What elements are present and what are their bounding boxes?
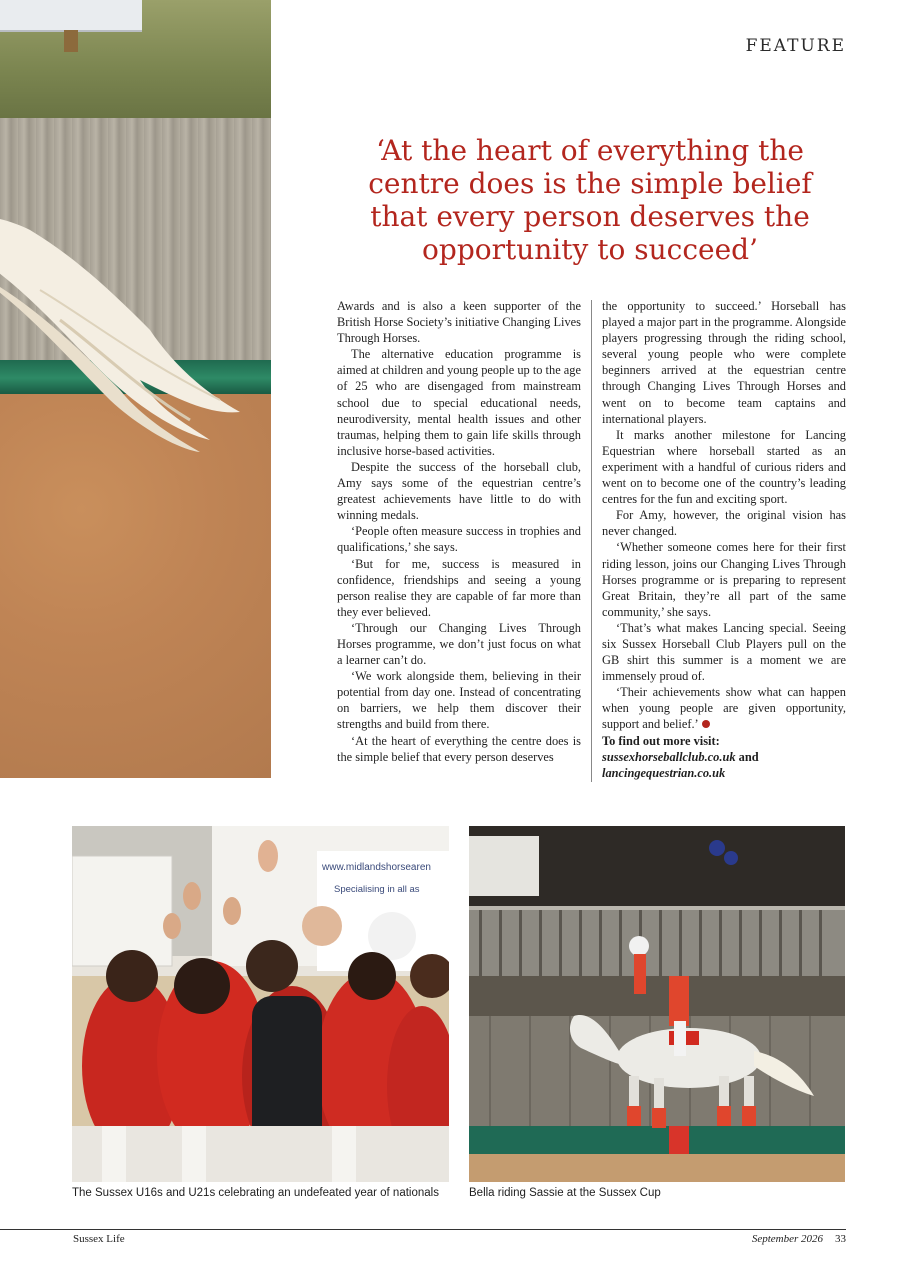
- team-celebration-photo: [72, 826, 449, 1182]
- footer-rule: [0, 1229, 846, 1230]
- visit-links-2: [602, 765, 846, 781]
- footer-publication: Sussex Life: [73, 1233, 125, 1245]
- photo-sign-post: [64, 30, 78, 52]
- article-paragraph: For Amy, however, the original vision has never changed.: [602, 508, 846, 539]
- photo-sign-board: [0, 0, 142, 32]
- article-paragraph: Despite the success of the horseball club, Amy says some of the equestrian centre’s greatest achievements have little to do with winning medals.: [337, 459, 581, 523]
- team-celebration-illustration: [72, 826, 449, 1182]
- article-paragraph: ‘We work alongside them, believing in their potential from day one. Instead of concentrating on barriers, we help them discover their strengths and build from there.: [337, 669, 581, 732]
- photo-sign-text-2: Specialising in all as: [334, 884, 420, 895]
- article-paragraph: the opportunity to succeed.’ Horseball has played a major part in the programme. Alongside players progressing through the riding school, several young people who were complete beginners arrived at the equestrian centre through Changing Lives Through Horses and went on to become team captains and international players.: [602, 299, 846, 426]
- page-number: 33: [835, 1233, 846, 1245]
- closing-quote-text: ‘Their achievements show what can happen when young people are given opportunity, support and belief.’: [602, 685, 846, 732]
- article-paragraph: It marks another milestone for Lancing Equestrian where horseball started as an experiment with a handful of curious riders and went on to become one of the country’s leading centres for the fun and exciting sport.: [602, 427, 846, 507]
- footer-meta: [600, 1233, 846, 1245]
- footer-date: September 2026: [751, 1233, 823, 1245]
- section-label: FEATURE: [745, 36, 846, 56]
- link-conjunction: and: [735, 749, 759, 764]
- article-column-left: [337, 298, 581, 765]
- article-paragraph: ‘Whether someone comes here for their first riding lesson, joins our Changing Lives Through Horses programme or is preparing to represent Great Britain, they’re all part of the same community,’ she says.: [602, 540, 846, 619]
- caption-left: The Sussex U16s and U21s celebrating an undefeated year of nationals: [72, 1187, 439, 1199]
- article-paragraph: [602, 684, 846, 732]
- visit-links: [602, 749, 846, 765]
- white-horse-tail: [0, 200, 260, 460]
- article-paragraph: ‘But for me, success is measured in confidence, friendships and seeing a young person realise they are capable of far more than they ever believed.: [337, 556, 581, 619]
- article-paragraph: ‘Through our Changing Lives Through Horses programme, we don’t just focus on what a learner can’t do.: [337, 620, 581, 668]
- article-paragraph: ‘That’s what makes Lancing special. Seeing six Sussex Horseball Club Players pull on the GB shirt this summer is a moment we are immensely proud of.: [602, 620, 846, 684]
- article-paragraph: ‘People often measure success in trophies and qualifications,’ she says.: [337, 524, 581, 555]
- pull-quote: ‘At the heart of everything the centre does is the simple belief that every person deserves the opportunity to succeed’: [368, 134, 812, 266]
- article-paragraph: The alternative education programme is aimed at children and young people up to the age of 25 who are disengaged from mainstream school due to special educational needs, neurodiversity, mental health issues and other traumas, helping them to gain life skills through inclusive horse-based activities.: [337, 347, 581, 458]
- article-paragraph: ‘At the heart of everything the centre does is the simple belief that every person deserves: [337, 733, 581, 764]
- rider-photo: [469, 826, 845, 1182]
- visit-line: To find out more visit:: [602, 733, 720, 748]
- horse-tail-photo: [0, 0, 271, 778]
- sussex-horseball-link[interactable]: sussexhorseballclub.co.uk: [602, 749, 736, 764]
- article-paragraph: Awards and is also a keen supporter of the British Horse Society’s initiative Changing Lives Through Horses.: [337, 299, 582, 346]
- end-mark-icon: [702, 720, 710, 728]
- rider-illustration: [469, 826, 845, 1182]
- article-column-right: [602, 298, 846, 781]
- caption-right: Bella riding Sassie at the Sussex Cup: [469, 1187, 661, 1199]
- photo-sign-text: www.midlandshorsearen: [322, 862, 431, 873]
- column-divider: [591, 300, 592, 782]
- lancing-equestrian-link[interactable]: lancingequestrian.co.uk: [602, 765, 726, 780]
